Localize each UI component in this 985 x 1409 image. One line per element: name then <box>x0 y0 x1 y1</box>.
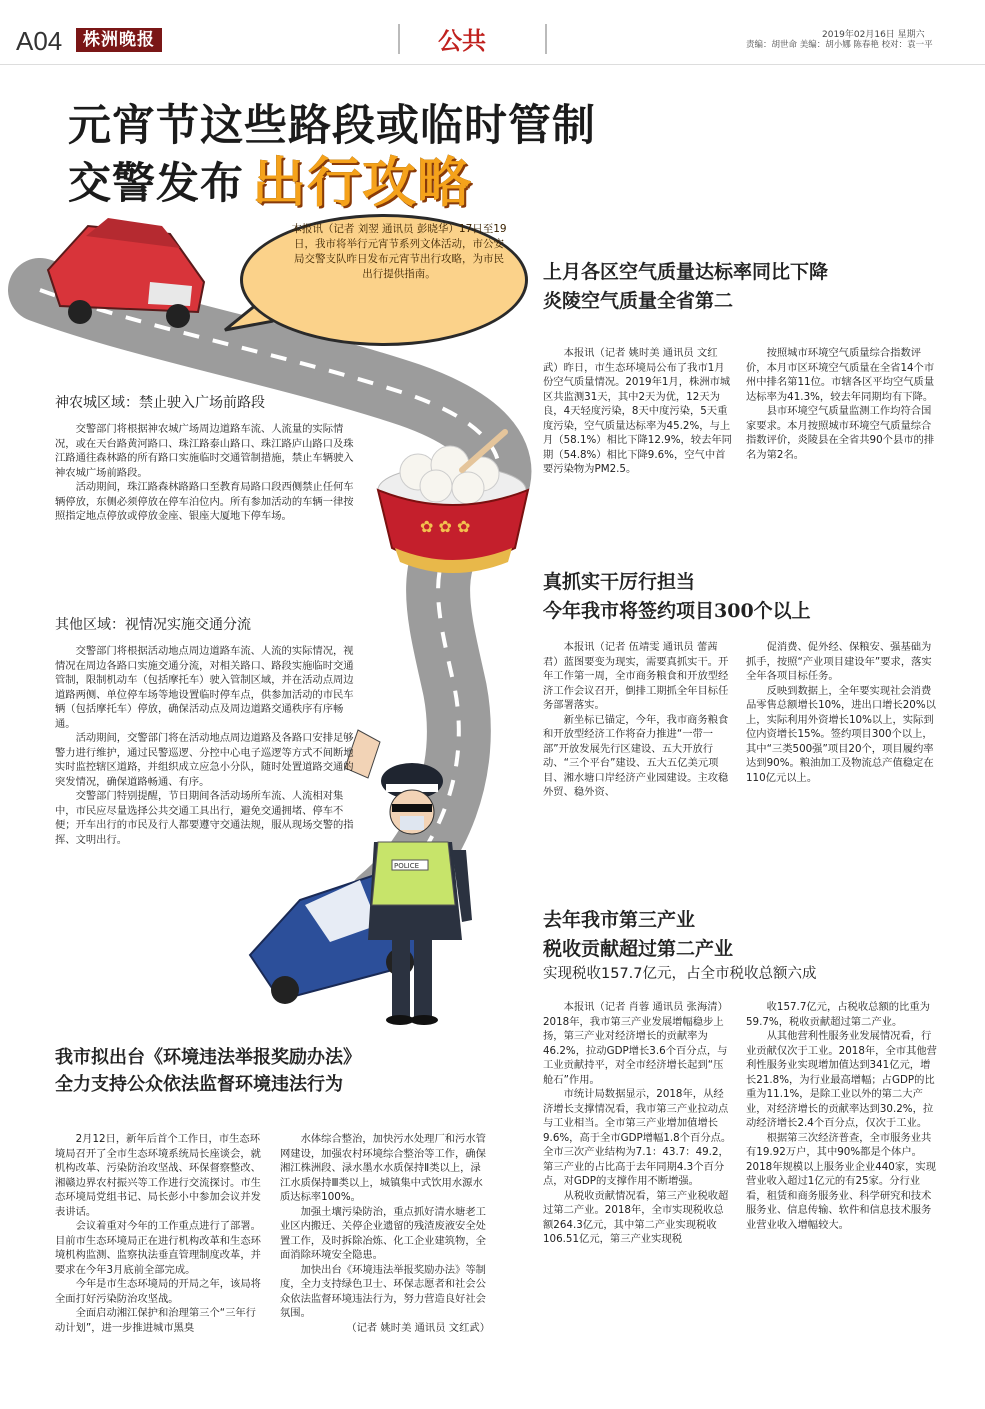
editor-credits: 责编：胡世命 美编：胡小娜 陈春艳 校对：袁一平 <box>746 40 933 50</box>
lead-text: 本报讯（记者 刘翌 通讯员 彭晓华）17日至19日，我市将举行元宵节系列文体活动，市公安局交警支队昨日发布元宵节出行攻略，为市民出行提供指南。 <box>291 223 507 280</box>
paragraph: 加快出台《环境违法举报奖励办法》等制度，全力支持绿色卫士、环保志愿者和社会公众依法监督环境违法行为，努力营造良好社会氛围。 <box>280 1263 486 1319</box>
main-headline-line1: 元宵节这些路段或临时管制 <box>68 101 596 151</box>
headline-line: 税收贡献超过第二产业 <box>543 938 734 960</box>
headline-line: 全力支持公众依法监督环境违法行为 <box>55 1074 343 1095</box>
page-number: A04 <box>16 26 63 56</box>
paragraph: 从税收贡献情况看，第三产业税收超过第二产业。2018年，全市实现税收总额264.3亿元，其中第二产业实现税收106.51亿元，第三产业实现税 <box>543 1189 729 1245</box>
headline-line: 我市拟出台《环境违法举报奖励办法》 <box>55 1047 361 1068</box>
subhead-other-areas: 其他区域：视情况实施交通分流 <box>55 617 251 633</box>
paragraph: 交警部门将根据活动地点周边道路车流、人流的实际情况，视情况在周边各路口实施交通分流，对相关路口、路段实施临时交通管制，限制机动车（包括摩托车）驶入管制区域，并在活动点周边道路两侧、单位停车场等地设置临时停车点，供参加活动的市民车辆（包括摩托车）停放，确保活动点及周边道路交通秩序有序畅通。 <box>55 645 354 730</box>
paragraph: 水体综合整治，加快污水处理厂和污水管网建设，加强农村环境综合整治等工作，确保湘江株洲段、渌水墨水水质保持Ⅱ类以上，渌江水质保持Ⅲ类以上，城镇集中式饮用水源水质达标率100%。 <box>280 1133 486 1203</box>
paragraph: 全面启动湘江保护和治理第三个“三年行动计划”，进一步推进城市黑臭 <box>55 1307 256 1334</box>
paragraph: 本报讯（记者 姚时美 通讯员 文红武）昨日，市生态环境局公布了我市1月份空气质量情况。2019年1月，株洲市城区共监测31天，其中2天为优，12天为良，4天轻度污染，8天中度污染，5天重度污染，空气质量达标率为45.2%，与上月（58.1%）相比下降12.9%，较去年同期（54.8%）相比下降9.6%，空气中首要污染物为PM2.5。 <box>543 347 732 475</box>
paragraph: 加强土壤污染防治，重点抓好清水塘老工业区内搬迁、关停企业遗留的残渣废液安全处置工作，及时拆除冶炼、化工企业建筑物，全面消除环境安全隐患。 <box>280 1205 486 1261</box>
paragraph: 新坐标已锚定，今年，我市商务粮食和开放型经济工作将奋力推进“一带一部”开放发展先行区建设、五大开放行动、“三个平台”建设、五大五亿美元项目、湘水塘口岸经济产业园建设。主攻稳外贸、稳外资、 <box>543 713 729 798</box>
air-quality-col1 <box>543 346 733 477</box>
issue-date: 2019年02月16日 星期六 <box>822 30 925 40</box>
headline-line: 真抓实干厉行担当 <box>543 571 696 593</box>
paragraph: 促消费、促外经、保粮安、强基础为抓手，按照“产业项目建设年”要求，落实全年各项目标任务。 <box>746 641 932 682</box>
environment-col2 <box>280 1132 490 1335</box>
paragraph: 今年是市生态环境局的开局之年，该局将全面打好污染防治攻坚战。 <box>55 1278 261 1305</box>
tax-col1 <box>543 1000 733 1247</box>
environment-byline: （记者 姚时美 通讯员 文红武） <box>346 1321 490 1334</box>
projects-headline <box>543 568 963 626</box>
paragraph: 反映到数据上，全年要实现社会消费品零售总额增长10%，进出口增长20%以上，实际利用外资增长10%以上，实际到位内资增长15%。签约项目300个以上，其中“三类500强”项目20个，项目履约率达到90%。粮油加工及物流总产值稳定在110亿元以上。 <box>746 684 936 784</box>
subhead-shennongcheng: 神农城区域：禁止驶入广场前路段 <box>55 395 265 411</box>
paragraph: 本报讯（记者 肖蓉 通讯员 张海清）2018年，我市第三产业发展增幅稳步上扬，第三产业对经济增长的贡献率为46.2%，拉动GDP增长3.6个百分点，与工业贡献持平，对全市经济增长起到“压舱石”作用。 <box>543 1001 728 1086</box>
air-quality-col2 <box>746 346 938 462</box>
paragraph: 县市环境空气质量监测工作均符合国家要求。本月按照城市环境空气质量综合指数评价，炎陵县在全省共90个县市的排名为第2名。 <box>746 405 935 461</box>
paragraph: 根据第三次经济普查，全市服务业共有19.92万户，其中90%都是个体户。2018年规模以上服务业企业440家，实现营业收入超过1亿元的有25家。分行业看，租赁和商务服务业、科学研究和技术服务业、信息传输、软件和信息技术服务业营业收入增幅较大。 <box>746 1131 937 1231</box>
headline-line: 今年我市将签约项目300个以上 <box>543 600 811 622</box>
story-body-shennongcheng <box>55 422 355 524</box>
headline-line: 去年我市第三产业 <box>543 909 696 931</box>
main-headline-line2: 交警发布 <box>68 159 244 209</box>
headline-line: 炎陵空气质量全省第二 <box>543 290 734 312</box>
newspaper-logo: 株洲晚报 <box>76 28 162 52</box>
paragraph: 活动期间，珠江路森林路路口至教育局路口段西侧禁止任何车辆停放，东侧必须停放在停车泊位内。所有参加活动的车辆一律按照指定地点停放或停放金座、银座大厦地下停车场。 <box>55 481 354 522</box>
paragraph: 交警部门特别提醒，节日期间各活动场所车流、人流相对集中，市民应尽量选择公共交通工具出行，避免交通拥堵、停车不便；开车出行的市民及行人都要遵守交通法规，服从现场交警的指挥、文明出行。 <box>55 790 354 846</box>
environment-col1 <box>55 1132 265 1335</box>
svg-text:✿ ✿ ✿: ✿ ✿ ✿ <box>420 517 471 536</box>
headline-line: 上月各区空气质量达标率同比下降 <box>543 261 829 283</box>
paragraph: 按照城市环境空气质量综合指数评价，本月市区环境空气质量在全省14个市州中排名第11位。市辖各区平均空气质量达标率为41.3%，较去年同期均有下降。 <box>746 347 935 403</box>
environment-headline <box>55 1044 525 1098</box>
svg-text:POLICE: POLICE <box>394 862 420 870</box>
paragraph: 活动期间，交警部门将在活动地点周边道路及各路口安排足够警力进行维护，通过民警巡逻、分控中心电子巡逻等方式不间断地实时监控辖区道路，并组织成立应急小分队，随时处置道路交通的突发情况，确保道路畅通、有序。 <box>55 732 354 788</box>
paragraph: 本报讯（记者 伍靖雯 通讯员 蕾茜君）蓝图要变为现实，需要真抓实干。开年工作第一周，全市商务粮食和开放型经济工作会议召开，倒排工期抓全年目标任务部署落实。 <box>543 641 729 711</box>
tax-subtitle: 实现税收157.7亿元，占全市税收总额六成 <box>543 966 817 982</box>
paragraph: 市统计局数据显示，2018年，从经济增长支撑情况看，我市第三产业拉动点与工业相当。全市第三产业增加值增长9.6%，高于全市GDP增幅1.8个百分点。全市三次产业结构为7.1：43.7：49.2，第三产业的占比高于去年同期4.3个百分点，对GDP的支撑作用不断增强。 <box>543 1088 732 1187</box>
paragraph: 从其他营利性服务业发展情况看，行业贡献仅次于工业。2018年，全市其他营利性服务业实现增加值达到341亿元，增长21.8%，为行业最高增幅；占GDP的比重为11.1%，是除工业以外的第二大产业，对经济增长的贡献率达到30.2%，拉动经济增长2.4个百分点，仅次于工业。 <box>746 1030 937 1129</box>
paragraph: 交警部门将根据神农城广场周边道路车流、人流量的实际情况，或在天台路黄河路口、珠江路泰山路口、珠江路庐山路口及珠江路通往森林路的所有路口实施临时交通管制措施，禁止车辆驶入神农城广场前路段。 <box>55 423 354 479</box>
tax-headline <box>543 906 963 964</box>
tax-col2 <box>746 1000 938 1232</box>
projects-col1 <box>543 640 733 800</box>
projects-col2 <box>746 640 938 785</box>
paragraph: 2月12日，新年后首个工作日，市生态环境局召开了全市生态环境系统局长座谈会，就机构改革、污染防治攻坚战、环保督察整改、湘赣边界农村振兴等工作进行交流探讨。市生态环境局党组书记、局长彭小中参加会议并发表讲话。 <box>55 1133 261 1218</box>
story-body-other-areas <box>55 644 355 847</box>
section-title: 公共 <box>438 26 486 55</box>
air-quality-headline <box>543 258 963 316</box>
paragraph: 会议着重对今年的工作重点进行了部署。目前市生态环境局正在进行机构改革和生态环境机构监测、监察执法垂直管理制度改革，并要求在今年3月底前全部完成。 <box>55 1220 261 1276</box>
paragraph: 收157.7亿元，占税收总额的比重为59.7%，税收贡献超过第二产业。 <box>746 1001 930 1028</box>
main-headline-highlight: 出行攻略 <box>252 151 472 214</box>
